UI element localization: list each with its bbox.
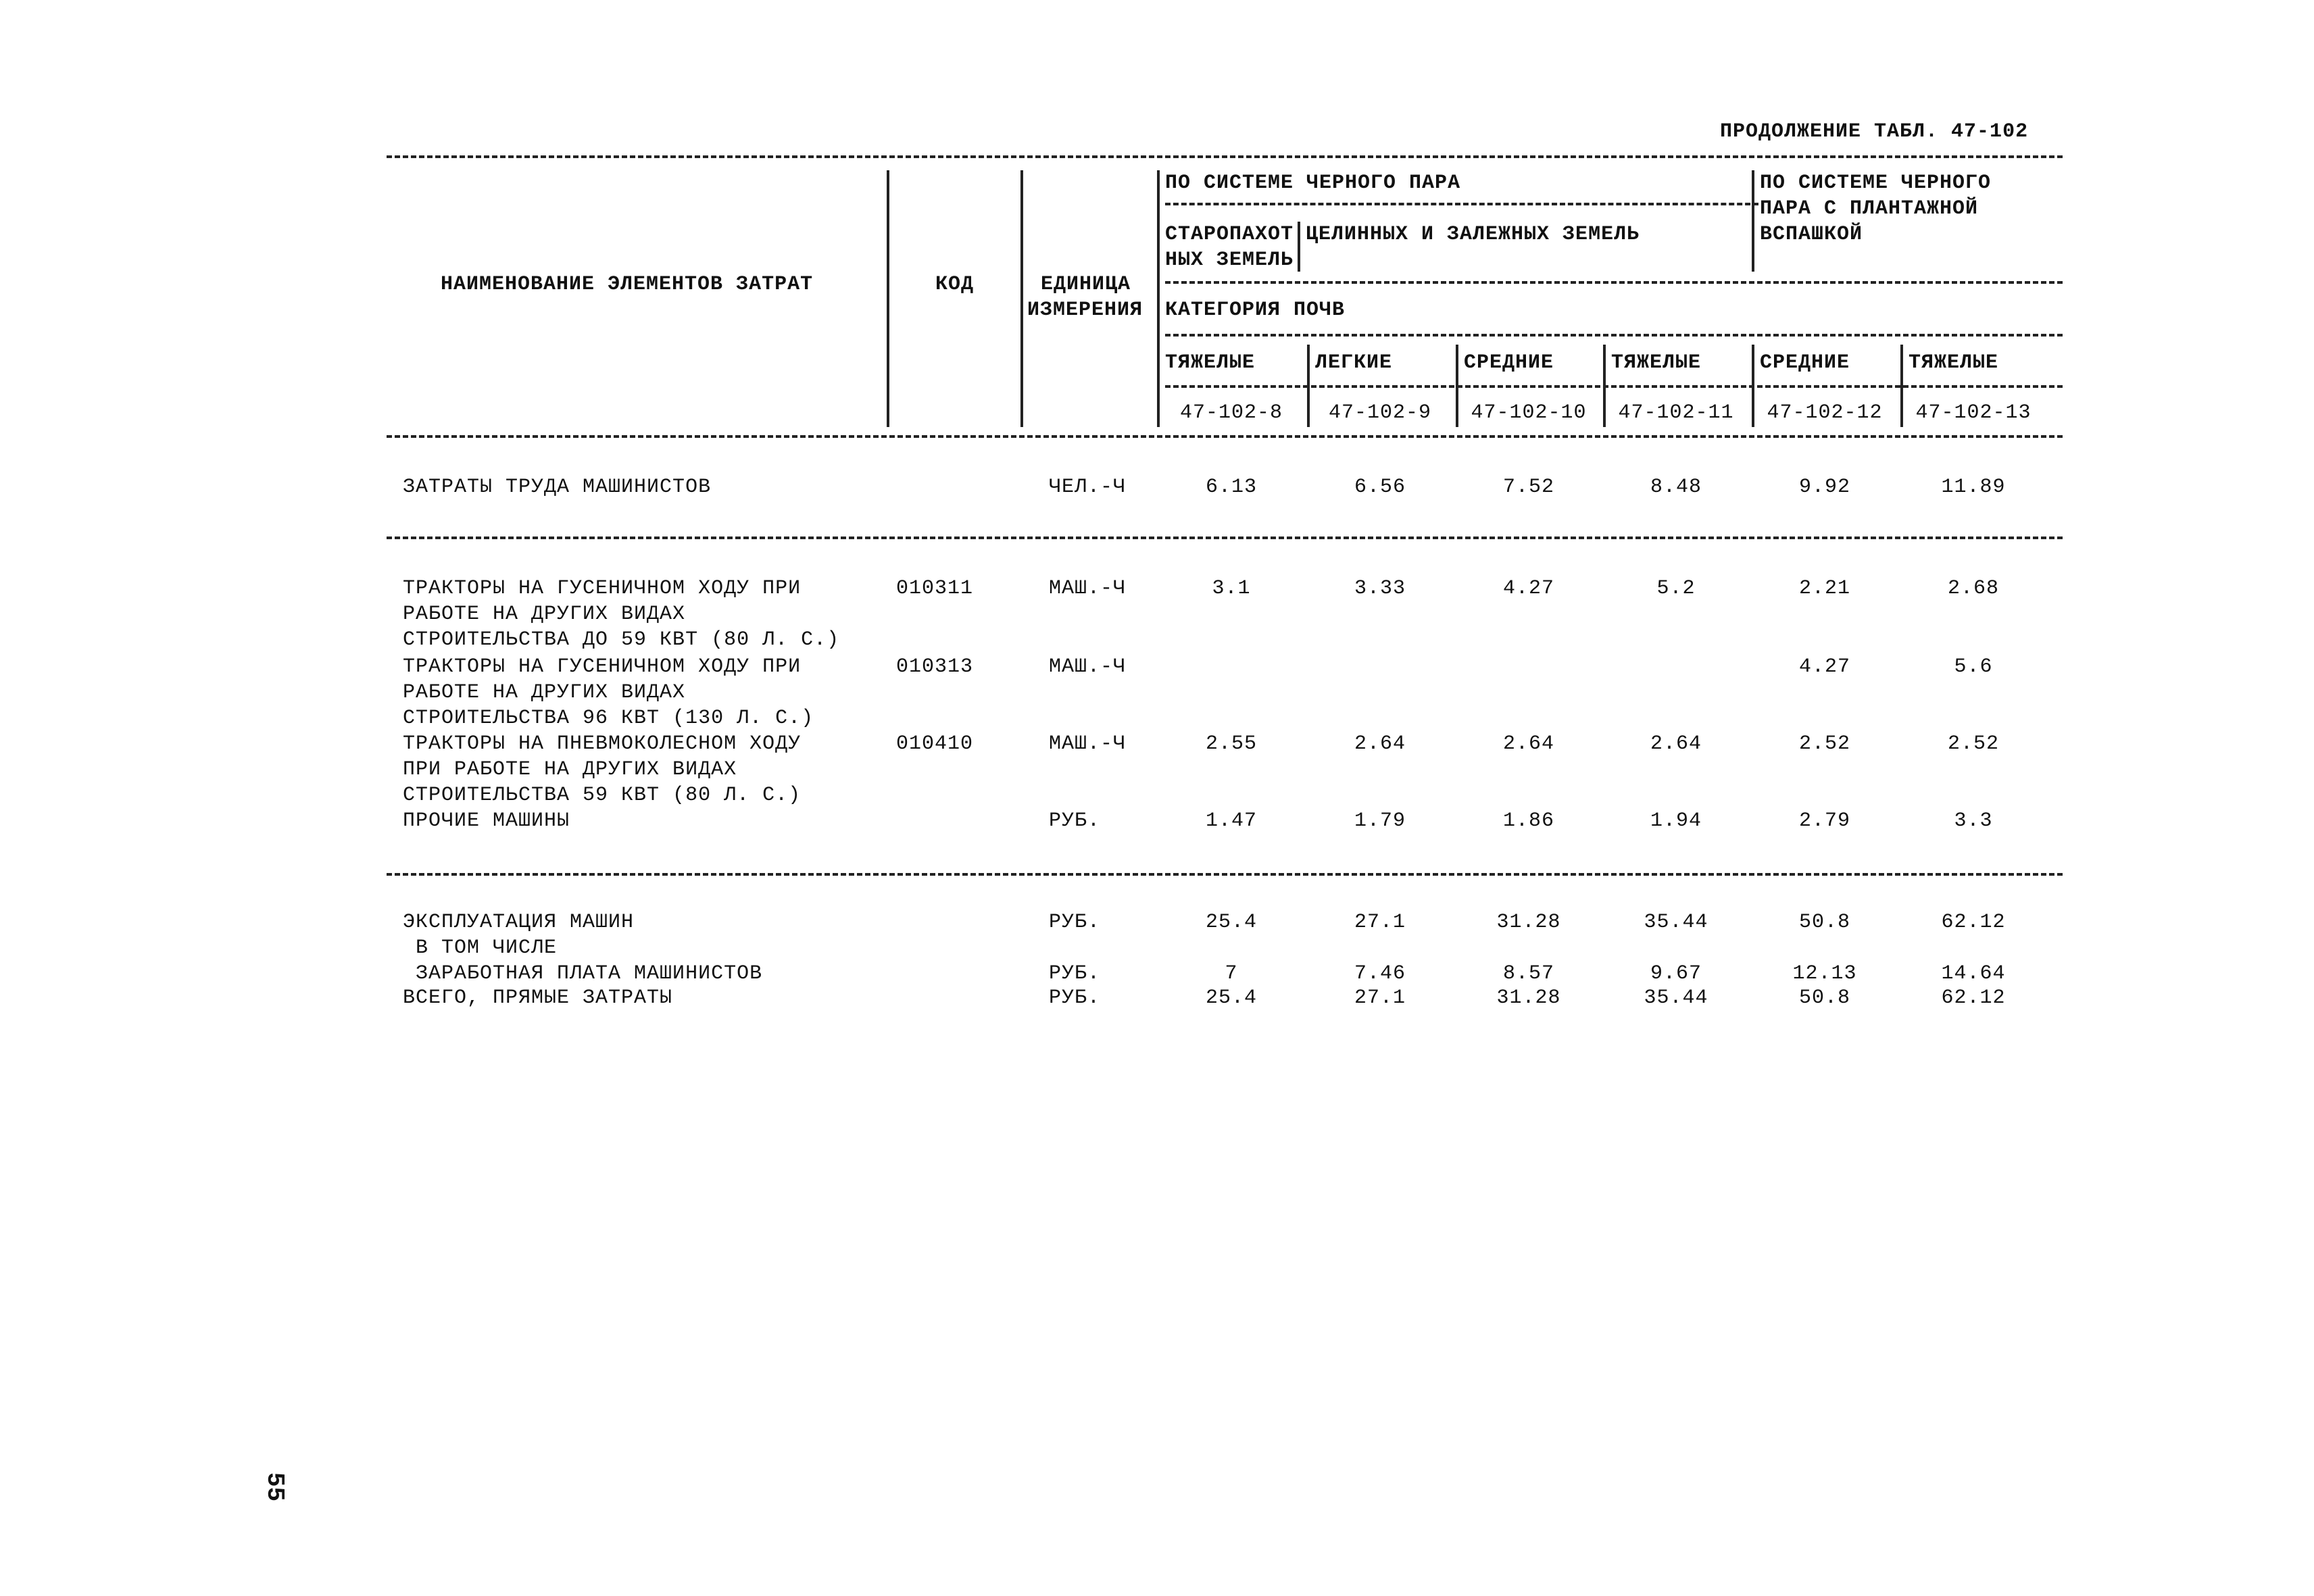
- cell-value: 5.6: [1954, 655, 1993, 678]
- soil-divider-2: [1456, 345, 1458, 427]
- cell-value: 1.47: [1205, 809, 1257, 832]
- cell-value: 1.86: [1502, 809, 1554, 832]
- cell-value: 2.52: [1947, 732, 1999, 755]
- row-name: ТРАКТОРЫ НА ПНЕВМОКОЛЕСНОМ ХОДУ: [403, 732, 802, 755]
- soil-6: ТЯЖЕЛЫЕ: [1909, 351, 1999, 374]
- cell-value: 62.12: [1941, 987, 2006, 1009]
- category-bottom-rule: [1165, 334, 2063, 336]
- soil-1: ТЯЖЕЛЫЕ: [1165, 351, 1256, 374]
- header-group2-line3: ВСПАШКОЙ: [1760, 223, 1863, 246]
- row-name: В ТОМ ЧИСЛЕ: [403, 937, 558, 959]
- cell-value: 9.67: [1650, 962, 1702, 985]
- cell-value: 4.27: [1502, 577, 1554, 600]
- row-name: ПРИ РАБОТЕ НА ДРУГИХ ВИДАХ: [403, 758, 737, 781]
- col-divider-unit: [1020, 170, 1023, 427]
- row-unit: ЧЕЛ.-Ч: [1049, 476, 1127, 499]
- row-name: РАБОТЕ НА ДРУГИХ ВИДАХ: [403, 603, 686, 626]
- cell-value: 1.79: [1354, 809, 1406, 832]
- cell-value: 2.64: [1354, 732, 1406, 755]
- col-code-5: 47-102-12: [1767, 401, 1883, 424]
- section-rule-2: [387, 873, 2063, 876]
- row-name: РАБОТЕ НА ДРУГИХ ВИДАХ: [403, 681, 686, 704]
- col-code-2: 47-102-9: [1328, 401, 1432, 424]
- row-name: ТРАКТОРЫ НА ГУСЕНИЧНОМ ХОДУ ПРИ: [403, 655, 802, 678]
- soil-2: ЛЕГКИЕ: [1315, 351, 1393, 374]
- cell-value: 14.64: [1941, 962, 2006, 985]
- group1-rule: [1165, 203, 1758, 205]
- header-group2-line2: ПАРА С ПЛАНТАЖНОЙ: [1760, 197, 1979, 220]
- header-name: НАИМЕНОВАНИЕ ЭЛЕМЕНТОВ ЗАТРАТ: [441, 273, 814, 296]
- cell-value: 3.1: [1212, 577, 1251, 600]
- cell-value: 5.2: [1656, 577, 1696, 600]
- header-group1: ПО СИСТЕМЕ ЧЕРНОГО ПАРА: [1165, 172, 1461, 195]
- header-sub2: ЦЕЛИННЫХ И ЗАЛЕЖНЫХ ЗЕМЕЛЬ: [1306, 223, 1640, 246]
- cell-value: 8.48: [1650, 476, 1702, 499]
- row-code: 010313: [896, 655, 974, 678]
- col-divider-values: [1157, 170, 1160, 427]
- soil-divider-4: [1752, 345, 1754, 427]
- row-unit: МАШ.-Ч: [1049, 655, 1127, 678]
- top-rule: [387, 155, 2063, 158]
- header-unit-2: ИЗМЕРЕНИЯ: [1027, 299, 1143, 322]
- soil-divider-1: [1307, 345, 1310, 427]
- soil-divider-5: [1900, 345, 1903, 427]
- header-bottom-rule: [387, 435, 2063, 438]
- col-code-4: 47-102-11: [1618, 401, 1734, 424]
- cell-value: 2.68: [1947, 577, 1999, 600]
- header-sub1-line2: НЫХ ЗЕМЕЛЬ: [1165, 249, 1294, 272]
- cell-value: 25.4: [1205, 987, 1257, 1009]
- cell-value: 25.4: [1205, 911, 1257, 934]
- cell-value: 7.46: [1354, 962, 1406, 985]
- cell-value: 31.28: [1496, 911, 1561, 934]
- col-code-6: 47-102-13: [1915, 401, 2032, 424]
- row-name: ТРАКТОРЫ НА ГУСЕНИЧНОМ ХОДУ ПРИ: [403, 577, 802, 600]
- soil-3: СРЕДНИЕ: [1464, 351, 1554, 374]
- cell-value: 3.3: [1954, 809, 1993, 832]
- row-unit: МАШ.-Ч: [1049, 732, 1127, 755]
- cell-value: 35.44: [1644, 987, 1708, 1009]
- header-sub1-line1: СТАРОПАХОТ: [1165, 223, 1294, 246]
- cell-value: 12.13: [1792, 962, 1857, 985]
- col-code-1: 47-102-8: [1179, 401, 1283, 424]
- category-top-rule: [1165, 281, 2063, 284]
- row-code: 010311: [896, 577, 974, 600]
- header-unit-1: ЕДИНИЦА: [1041, 273, 1131, 296]
- col-divider-code: [887, 170, 889, 427]
- row-unit: МАШ.-Ч: [1049, 577, 1127, 600]
- cell-value: 6.13: [1205, 476, 1257, 499]
- row-name: СТРОИТЕЛЬСТВА 59 КВТ (80 Л. С.): [403, 784, 802, 807]
- cell-value: 50.8: [1798, 911, 1850, 934]
- cell-value: 4.27: [1798, 655, 1850, 678]
- cell-value: 2.64: [1502, 732, 1554, 755]
- row-name: ЗАТРАТЫ ТРУДА МАШИНИСТОВ: [403, 476, 712, 499]
- row-name: СТРОИТЕЛЬСТВА ДО 59 КВТ (80 Л. С.): [403, 628, 840, 651]
- cell-value: 35.44: [1644, 911, 1708, 934]
- cell-value: 7.52: [1502, 476, 1554, 499]
- cell-value: 11.89: [1941, 476, 2006, 499]
- row-unit: РУБ.: [1049, 987, 1101, 1009]
- cell-value: 2.64: [1650, 732, 1702, 755]
- cell-value: 2.55: [1205, 732, 1257, 755]
- row-name: ЗАРАБОТНАЯ ПЛАТА МАШИНИСТОВ: [403, 962, 763, 985]
- header-category: КАТЕГОРИЯ ПОЧВ: [1165, 299, 1346, 322]
- cell-value: 62.12: [1941, 911, 2006, 934]
- cell-value: 2.52: [1798, 732, 1850, 755]
- cell-value: 27.1: [1354, 987, 1406, 1009]
- soil-5: СРЕДНИЕ: [1760, 351, 1850, 374]
- cell-value: 31.28: [1496, 987, 1561, 1009]
- page-number: 55: [261, 1472, 289, 1502]
- row-name: ПРОЧИЕ МАШИНЫ: [403, 809, 570, 832]
- row-name: ВСЕГО, ПРЯМЫЕ ЗАТРАТЫ: [403, 987, 673, 1009]
- cell-value: 9.92: [1798, 476, 1850, 499]
- cell-value: 3.33: [1354, 577, 1406, 600]
- cell-value: 1.94: [1650, 809, 1702, 832]
- cell-value: 2.79: [1798, 809, 1850, 832]
- row-name: ЭКСПЛУАТАЦИЯ МАШИН: [403, 911, 635, 934]
- cell-value: 6.56: [1354, 476, 1406, 499]
- soil-divider-3: [1603, 345, 1606, 427]
- row-code: 010410: [896, 732, 974, 755]
- row-unit: РУБ.: [1049, 911, 1101, 934]
- row-unit: РУБ.: [1049, 962, 1101, 985]
- row-name: СТРОИТЕЛЬСТВА 96 КВТ (130 Л. С.): [403, 707, 814, 730]
- section-rule-1: [387, 537, 2063, 539]
- soils-rule: [1165, 385, 2063, 388]
- row-unit: РУБ.: [1049, 809, 1101, 832]
- sub-divider: [1298, 222, 1300, 272]
- header-code: КОД: [935, 273, 975, 296]
- group-divider: [1752, 170, 1754, 272]
- cell-value: 7: [1225, 962, 1238, 985]
- col-code-3: 47-102-10: [1471, 401, 1587, 424]
- page-title: ПРОДОЛЖЕНИЕ ТАБЛ. 47-102: [1720, 120, 2029, 143]
- cell-value: 8.57: [1502, 962, 1554, 985]
- cell-value: 2.21: [1798, 577, 1850, 600]
- soil-4: ТЯЖЕЛЫЕ: [1611, 351, 1702, 374]
- cell-value: 50.8: [1798, 987, 1850, 1009]
- header-group2-line1: ПО СИСТЕМЕ ЧЕРНОГО: [1760, 172, 1992, 195]
- cell-value: 27.1: [1354, 911, 1406, 934]
